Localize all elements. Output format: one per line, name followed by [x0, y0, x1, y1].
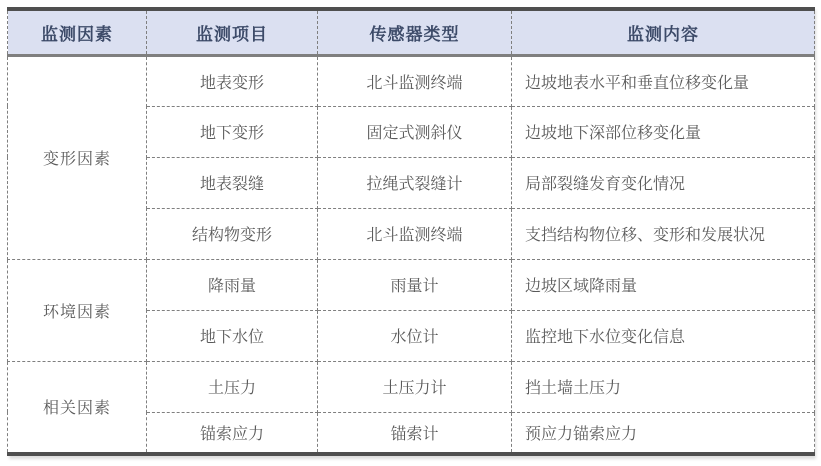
- monitoring-table: [7, 7, 815, 456]
- cell-content: 支挡结构物位移、变形和发展状况: [512, 208, 815, 259]
- cell-item: 地表裂缝: [147, 157, 318, 208]
- cell-content: 局部裂缝发育变化情况: [512, 157, 815, 208]
- cell-content: 预应力锚索应力: [512, 412, 815, 454]
- cell-sensor: 拉绳式裂缝计: [318, 157, 512, 208]
- col-header-sensor: 传感器类型: [318, 9, 512, 55]
- col-header-content: 监测内容: [512, 9, 815, 55]
- cell-item: 锚索应力: [147, 412, 318, 454]
- col-header-factor: 监测因素: [8, 9, 147, 55]
- cell-content: 监控地下水位变化信息: [512, 310, 815, 361]
- cell-content: 边坡区域降雨量: [512, 259, 815, 310]
- table-row: [8, 361, 815, 412]
- cell-sensor: 固定式测斜仪: [318, 106, 512, 157]
- cell-sensor: 锚索计: [318, 412, 512, 454]
- cell-content: 边坡地下深部位移变化量: [512, 106, 815, 157]
- cell-item: 地表变形: [147, 55, 318, 106]
- cell-item: 地下变形: [147, 106, 318, 157]
- cell-content: 边坡地表水平和垂直位移变化量: [512, 55, 815, 106]
- cell-item: 土压力: [147, 361, 318, 412]
- cell-item: 结构物变形: [147, 208, 318, 259]
- table-row: [8, 55, 815, 106]
- cell-factor-related: 相关因素: [8, 361, 147, 454]
- cell-content: 挡土墙土压力: [512, 361, 815, 412]
- cell-factor-deformation: 变形因素: [8, 55, 147, 259]
- cell-sensor: 土压力计: [318, 361, 512, 412]
- cell-sensor: 雨量计: [318, 259, 512, 310]
- col-header-item: 监测项目: [147, 9, 318, 55]
- header-row: [8, 9, 815, 55]
- table-row: [8, 259, 815, 310]
- cell-sensor: 北斗监测终端: [318, 55, 512, 106]
- cell-sensor: 北斗监测终端: [318, 208, 512, 259]
- cell-item: 降雨量: [147, 259, 318, 310]
- cell-item: 地下水位: [147, 310, 318, 361]
- monitoring-table-container: [7, 7, 814, 456]
- cell-sensor: 水位计: [318, 310, 512, 361]
- cell-factor-environment: 环境因素: [8, 259, 147, 361]
